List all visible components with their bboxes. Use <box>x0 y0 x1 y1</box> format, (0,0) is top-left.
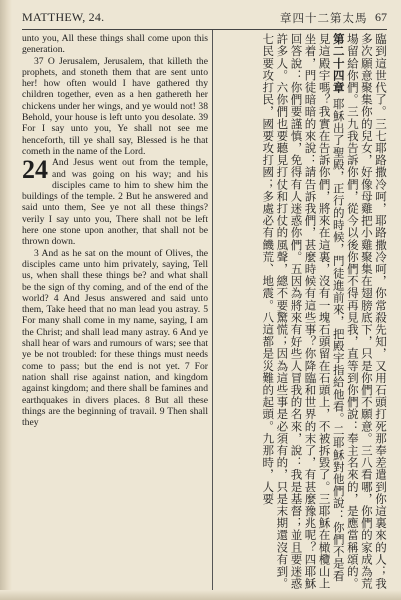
english-paragraph: 3 And as he sat on the mount of Olives, the disciples came unto him privately, saying, Tell us, when shall these things be? and what shall be the sign of thy coming, and of the end of the world? 4 And Jesus answered and said unto them, Take heed that no man lead you astray. 5 For many shall come in my name, saying, I am the Christ; and shall lead many astray. 6 And ye shall hear of wars and rumours of wars; see that ye be not troubled: for these things must needs come to pass; but the end is not yet. 7 For nation shall rise against nation, and kingdom against kingdom; and there shall be famines and earthquakes in divers places. 8 But all these things are the beginning of travail. 9 Then shall they <box>22 247 208 429</box>
chinese-column <box>218 33 388 593</box>
chinese-chapter-heading: 第二十四章 <box>331 33 346 94</box>
chinese-text-block: 臨到這世代了。三七耶路撒冷呵，耶路撒冷呵，你常殺先知，又用石頭打死那奉差遣到你這裏來的人；我多次願意聚集你的兒女，好像母雞把小雞聚集在翅膀底下，只是你們不願意。三八看哪，你們的家成為荒場留給你們。三九我告訴你們，從今以後你們不得再見我，直等到你們說：奉主名來的，是應當稱頌的。 <box>345 33 388 590</box>
chapter-number: 24 <box>22 155 48 185</box>
header-rule <box>22 29 387 30</box>
english-paragraph: 37 O Jerusalem, Jerusalem, that killeth the prophets, and stoneth them that are sent unto her! how often would I have gathered thy children together, even as a hen gathereth her chickens under her wings, and ye would not! 38 Behold, your house is left unto you desolate. 39 For I say unto you, Ye shall not see me henceforth, till ye shall say, Blessed is he that cometh in the name of the Lord. <box>22 55 208 157</box>
english-paragraph-text: And Jesus went out from the temple, and was going on his way; and his disciples came to him to shew him the buildings of the temple. 2 But he answered and said unto them, See ye not all these things? verily I say unto you, There shall not be left here one stone upon another, that shall not be thrown down. <box>22 157 208 248</box>
page-number: 67 <box>375 10 387 24</box>
chinese-text-block: 耶穌出了聖殿，正行的時候，門徒進前來，把殿宇指給他看。二耶穌對他們說：你們不是看見這殿宇嗎？我實在告訴你們，將來在這裏，沒有一塊石頭留在石頭上，不被拆毀了。三耶穌在橄欖山上坐着，門徒暗暗的來說：請告訴我們，甚麼時候有這些事？你降臨和世界的末了，有甚麼豫兆呢？四耶穌回答說：你們要謹慎，免得有人迷惑你們。五因為將來有好些人冒我的名來，說：我是基督；並且要迷惑許多人。六你們也要聽見打仗和打仗的風聲，總不要驚慌；因為這些事是必須有的，只是末期還沒有到。七民要攻打民，國要攻打國；多處必有饑荒、地震。八這都是災難的起頭。九那時，人要 <box>261 33 346 590</box>
column-divider <box>212 30 213 590</box>
running-header <box>22 10 387 26</box>
header-book-chapter: MATTHEW, 24. <box>22 10 105 24</box>
english-column <box>22 33 208 593</box>
english-paragraph: unto you, All these things shall come upon this generation. <box>22 33 208 56</box>
header-chinese-title: 馬太第二十四章 <box>280 13 368 25</box>
english-chapter-start <box>22 157 208 247</box>
page-gutter-shadow <box>0 0 12 600</box>
